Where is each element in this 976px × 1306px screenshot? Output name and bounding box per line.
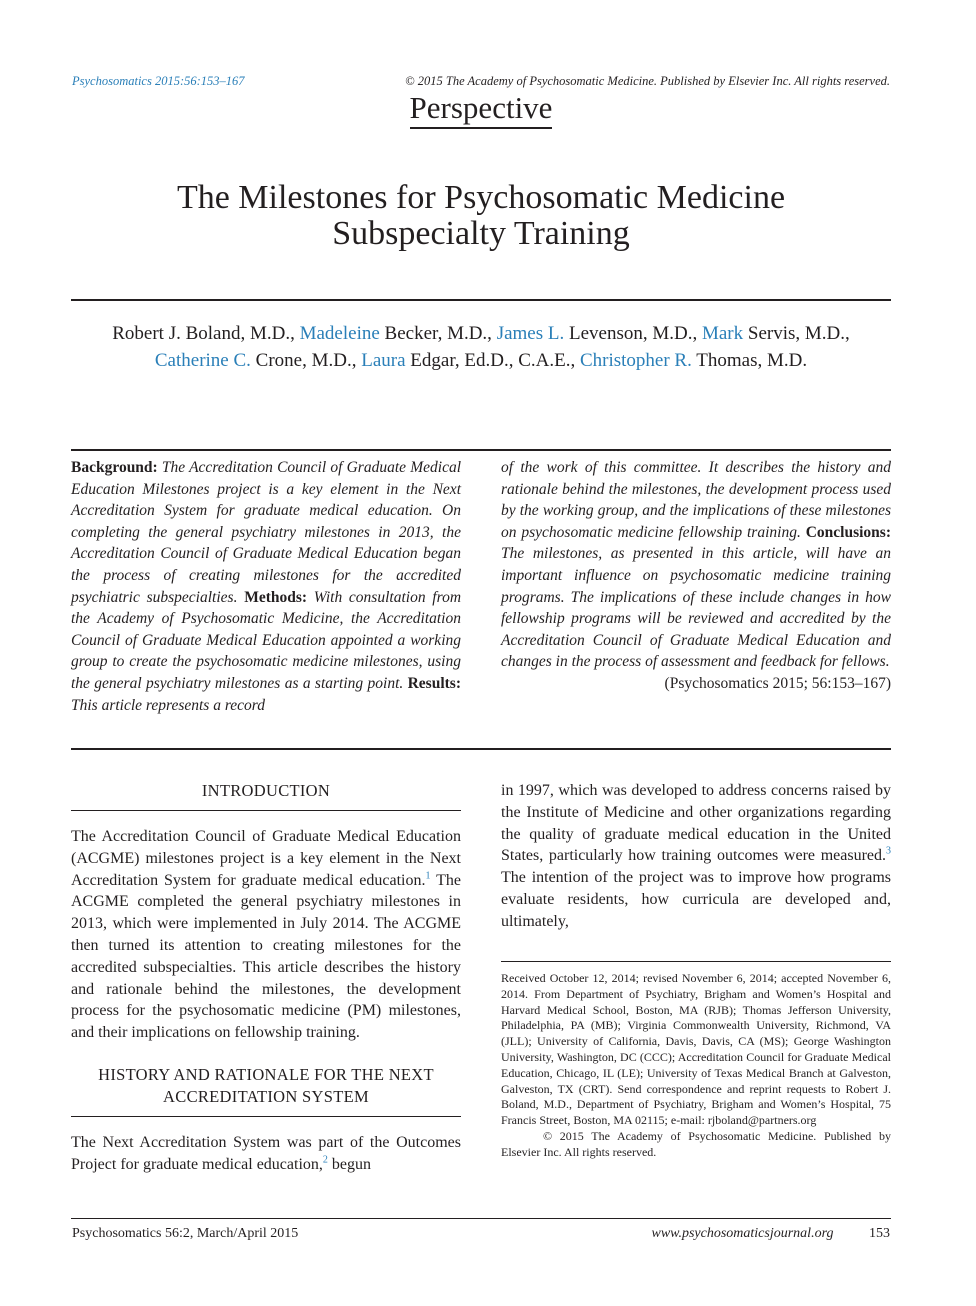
introduction-heading: INTRODUCTION [201, 781, 331, 800]
col2-text-1: in 1997, which was developed to address concerns raised by the Institute of Medicine and other organizations regarding the quality of graduate medical education in the United States, particularly how training outcomes were measured. [501, 782, 891, 865]
history-heading-line-2: ACCREDITATION SYSTEM [163, 1086, 369, 1106]
author-family-name: Becker, M.D., [384, 323, 492, 344]
author-list [71, 320, 891, 374]
history-heading [71, 1064, 461, 1108]
heading-rule [71, 810, 461, 811]
title-rule [71, 299, 891, 301]
received-affiliations: Received October 12, 2014; revised November 6, 2014; accepted November 6, 2014. From Department of Psychiatry, Brigham and Women’s Hospital and Harvard Medical School, Boston, MA (RJB); Thomas Jefferson University, Philadelphia, PA (MB); Virginia Commonwealth University, Richmond, VA (JLL); University of California, Davis, Davis, CA (MS); George Washington University, Washington, DC (CCC); Accreditation Council for Graduate Medical Education, Chicago, IL (LE); University of Texas Medical Branch at Galveston, Galveston, TX (CRT). Send correspondence and reprint requests to Robert J. Boland, M.D., Department of Psychiatry, Brigham and Women’s Hospital, 75 Francis Street, Boston, MA 02115; e-mail: rjboland@partners.org [501, 971, 891, 1128]
author-line-1 [71, 320, 891, 347]
history-paragraph-continued [501, 780, 891, 933]
abstract-conclusions-label: Conclusions: [805, 523, 891, 541]
reference-link-3[interactable]: 3 [886, 846, 891, 858]
footer-right [651, 1226, 890, 1242]
section-label: Perspective [0, 90, 962, 126]
journal-reference[interactable]: Psychosomatics 2015:56:153–167 [72, 74, 245, 88]
heading-rule [71, 1116, 461, 1117]
title-line-2: Subspecialty Training [332, 215, 630, 252]
abstract-column-left [71, 457, 461, 716]
author-family-name: Edgar, Ed.D., C.A.E., [410, 350, 576, 371]
col2-text-2: The intention of the project was to improve how programs evaluate residents, how curricula are developed and, ultimately, [501, 869, 891, 930]
author-given-name[interactable]: James L. [496, 323, 565, 344]
author-family-name: Levenson, M.D., [568, 323, 698, 344]
author-given-name[interactable]: Laura [361, 350, 406, 371]
intro-text-1: The Accreditation Council of Graduate Medical Education (ACGME) milestones project is a key element in the Next Accreditation System for graduate medical education. [71, 828, 461, 889]
journal-url-link[interactable]: www.psychosomaticsjournal.org [651, 1226, 834, 1241]
abstract-results-label: Results: [407, 674, 461, 692]
article-title [70, 180, 892, 252]
history-heading-line-1: HISTORY AND RATIONALE FOR THE NEXT [98, 1064, 434, 1084]
intro-text-2: The ACGME completed the general psychiatry milestones in 2013, which were implemented in July 2014. The ACGME then turned its attention to creating milestones for the accredited subspecialties. This article describes the history and rationale behind the milestones, the development process for the psychosomatic medicine (PM) milestones, and their implications on fellowship training. [71, 871, 461, 1042]
abstract-results-text: This article represents a record [71, 696, 266, 714]
body-column-left [71, 780, 461, 1176]
reference-link-1[interactable]: 1 [425, 870, 431, 882]
abstract-methods-label: Methods: [244, 588, 308, 606]
page-number: 153 [869, 1226, 890, 1241]
history-paragraph [71, 1132, 461, 1176]
author-given-name[interactable]: Madeleine [299, 323, 380, 344]
abstract-column-right [501, 457, 891, 695]
abstract-citation: (Psychosomatics 2015; 56:153–167) [664, 674, 891, 692]
author-line-2 [71, 347, 891, 374]
author-given-name[interactable]: Mark [701, 323, 744, 344]
author-family-name: Crone, M.D., [255, 350, 357, 371]
footnote-rule [501, 961, 891, 962]
abstract-bottom-rule [71, 748, 891, 750]
abstract-background-text: The Accreditation Council of Graduate Medical Education Milestones project is a key element in the Next Accreditation System for graduate medical education. On completing the general psychiatry milestones in 2013, the Accreditation Council of Graduate Medical Education began the process of creating milestones for the accredited psychiatric subspecialties. [71, 459, 462, 606]
history-text: The Next Accreditation System was part of the Outcomes Project for graduate medical education, [71, 1133, 461, 1173]
abstract-results-text-continued: of the work of this committee. It describes the history and rationale behind the milestones, the development process used by the working group, and the implications of these milestones on psychosomatic medicine fellowship training. [501, 459, 891, 541]
footer-issue: Psychosomatics 56:2, March/April 2015 [72, 1226, 299, 1241]
author-given-name[interactable]: Christopher R. [579, 350, 692, 371]
abstract-methods-text: With consultation from the Academy of Psychosomatic Medicine, the Accreditation Council of Graduate Medical Education appointed a working group to create the psychosomatic medicine milestones, using the general psychiatry milestones as a starting point. [71, 588, 462, 692]
history-text-end: begun [331, 1155, 371, 1173]
footnote-copyright: © 2015 The Academy of Psychosomatic Medicine. Published by Elsevier Inc. All rights reserved. [501, 1128, 891, 1159]
copyright-notice: © 2015 The Academy of Psychosomatic Medicine. Published by Elsevier Inc. All rights reserved. [405, 74, 890, 88]
reference-link-2[interactable]: 2 [322, 1154, 328, 1166]
title-line-1: The Milestones for Psychosomatic Medicine [176, 179, 786, 216]
abstract-top-rule [71, 449, 891, 451]
author-given-name: Robert J. [112, 323, 181, 344]
introduction-paragraph [71, 826, 461, 1044]
author-family-name: Thomas, M.D. [696, 350, 808, 371]
abstract-background-label: Background: [71, 459, 158, 476]
abstract-conclusions-text: The milestones, as presented in this article, will have an important influence on psychosomatic medicine training programs. The implications of these include changes in how fellowship programs will be reviewed and accredited by the Accreditation Council of Graduate Medical Education and changes in the process of assessment and feedback for fellows. [501, 545, 891, 671]
footer-rule [71, 1218, 891, 1219]
author-family-name: Servis, M.D., [747, 323, 850, 344]
author-given-name[interactable]: Catherine C. [154, 350, 251, 371]
body-column-right [501, 780, 891, 933]
author-family-name: Boland, M.D., [185, 323, 295, 344]
article-footnote [501, 971, 891, 1161]
